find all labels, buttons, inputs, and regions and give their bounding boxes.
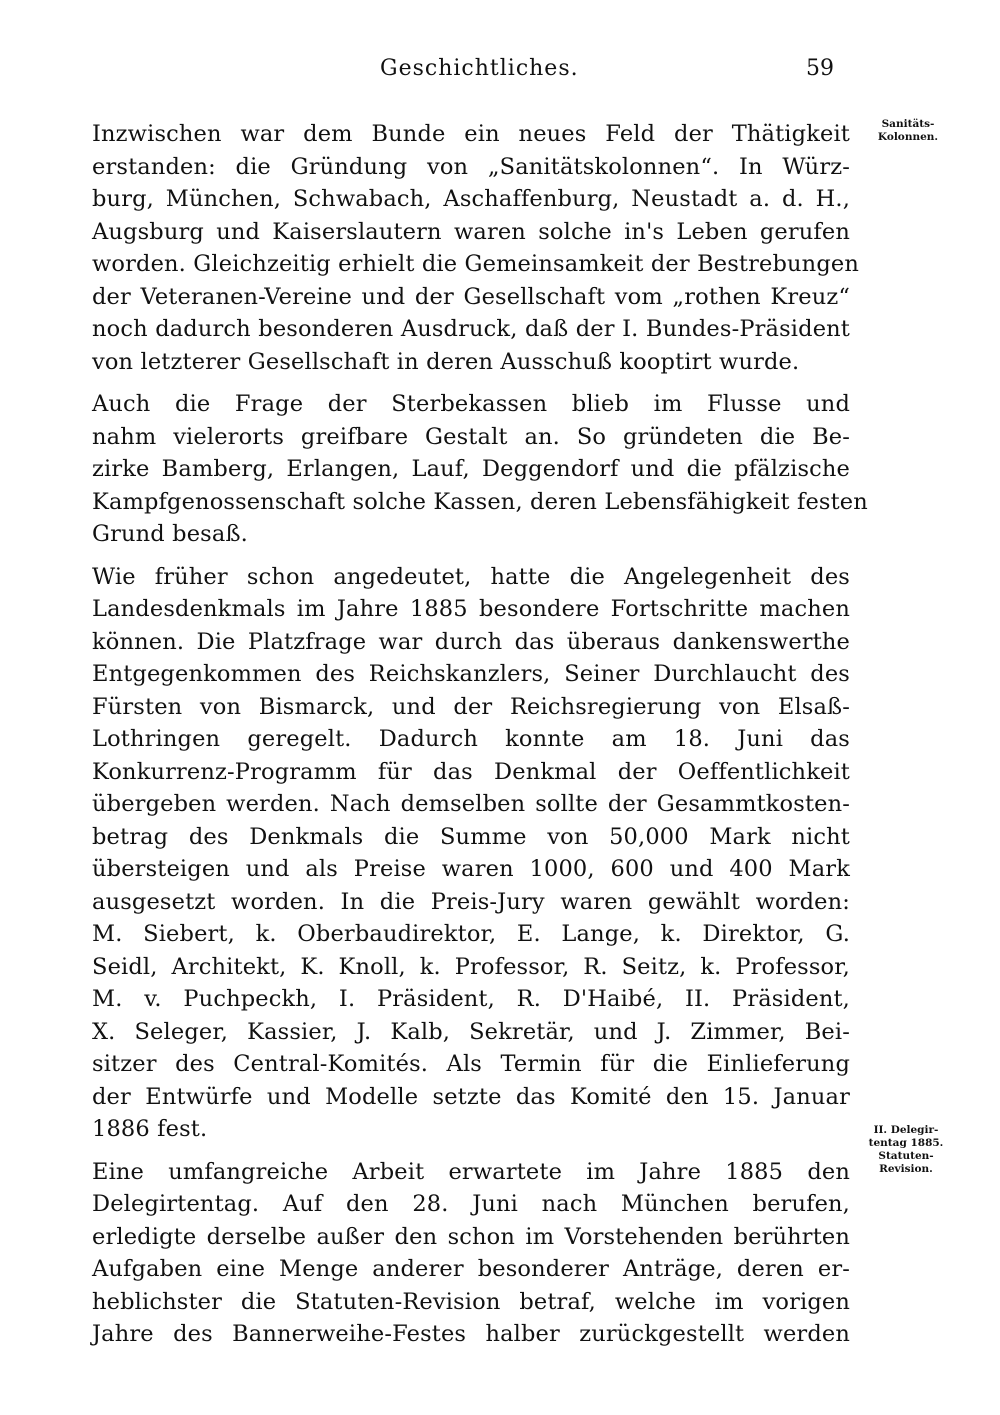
margin-note-line: Kolonnen. [877,131,939,143]
text-line: zirke Bamberg, Erlangen, Lauf, Deggendorf und die pfälzische [92,456,850,482]
text-line: Eine umfangreiche Arbeit erwartete im Jahre 1885 den [92,1158,850,1185]
text-line: sitzer des Central-Komités. Als Termin für die Einlieferung [92,1051,850,1077]
text-line: Wie früher schon angedeutet, hatte die Angelegenheit des [92,563,850,590]
text-line: übersteigen und als Preise waren 1000, 600 und 400 Mark [92,856,850,882]
text-line: der Entwürfe und Modelle setzte das Komité den 15. Januar [92,1083,850,1110]
text-line: übergeben werden. Nach demselben sollte der Gesammtkosten- [92,791,850,817]
margin-note-line: Revision. [879,1163,933,1175]
text-line: betrag des Denkmals die Summe von 50,000 Mark nicht [92,823,850,850]
paragraph-landesdenkmal [92,561,850,1146]
text-line: nahm vielerorts greifbare Gestalt an. So gründeten die Be- [92,423,850,450]
text-line: 1886 fest. [92,1116,208,1142]
text-line: Kampfgenossenschaft solche Kassen, deren Lebensfähigkeit festen [92,488,868,515]
running-title: Geschichtliches. [380,56,579,81]
text-line: können. Die Platzfrage war durch das überaus dankenswerthe [92,628,850,655]
text-line: erledigte derselbe außer den schon im Vorstehenden berührten [92,1223,850,1250]
body-text [92,118,868,1351]
margin-note-line: Sanitäts- [881,118,935,130]
running-head [0,56,1000,90]
text-line: M. v. Puchpeckh, I. Präsident, R. D'Haibé, II. Präsident, [92,986,850,1012]
text-line: Fürsten von Bismarck, und der Reichsregierung von Elsaß- [92,693,850,720]
text-line: worden. Gleichzeitig erhielt die Gemeinsamkeit der Bestrebungen [92,251,859,277]
margin-note-sanitaetskolonnen [862,118,954,144]
text-line: ausgesetzt worden. In die Preis-Jury waren gewählt worden: [92,888,850,915]
text-line: M. Siebert, k. Oberbaudirektor, E. Lange, k. Direktor, G. [92,921,850,947]
text-line: noch dadurch besonderen Ausdruck, daß der I. Bundes-Präsident [92,316,850,342]
margin-note-line: II. Delegir- [873,1124,939,1136]
text-line: Grund besaß. [92,521,248,547]
text-line: Inzwischen war dem Bunde ein neues Feld der Thätigkeit [92,121,850,147]
text-line: Konkurrenz-Programm für das Denkmal der Oeffentlichkeit [92,758,850,785]
text-line: Landesdenkmals im Jahre 1885 besondere Fortschritte machen [92,596,850,622]
paragraph-sterbekassen [92,388,868,551]
text-line: erstanden: die Gründung von „Sanitätskolonnen“. In Würz- [92,153,850,180]
text-line: der Veteranen-Vereine und der Gesellschaft vom „rothen Kreuz“ [92,283,850,310]
text-line: burg, München, Schwabach, Aschaffenburg, Neustadt a. d. H., [92,186,850,212]
text-line: Lothringen geregelt. Dadurch konnte am 18. Juni das [92,726,850,752]
text-line: Augsburg und Kaiserslautern waren solche in's Leben gerufen [92,218,850,245]
paragraph-delegirtentag [92,1156,850,1351]
text-line: Entgegenkommen des Reichskanzlers, Seiner Durchlaucht des [92,661,850,687]
margin-note-line: tentag 1885. [868,1137,944,1149]
paragraph-sanitaetskolonnen [92,118,859,378]
text-line: Jahre des Bannerweihe-Festes halber zurückgestellt werden [92,1321,850,1347]
margin-note-line: Statuten- [878,1150,934,1162]
text-line: Aufgaben eine Menge anderer besonderer Anträge, deren er- [92,1256,850,1282]
text-line: Seidl, Architekt, K. Knoll, k. Professor, R. Seitz, k. Professor, [92,953,850,980]
page-number: 59 [806,56,834,81]
text-line: heblichster die Statuten-Revision betraf, welche im vorigen [92,1288,850,1315]
margin-note-delegirtentag [860,1124,952,1176]
text-line: Auch die Frage der Sterbekassen blieb im Flusse und [92,391,850,417]
text-line: von letzterer Gesellschaft in deren Ausschuß kooptirt wurde. [92,348,800,375]
text-line: X. Seleger, Kassier, J. Kalb, Sekretär, und J. Zimmer, Bei- [92,1018,850,1045]
text-line: Delegirtentag. Auf den 28. Juni nach München berufen, [92,1191,850,1217]
